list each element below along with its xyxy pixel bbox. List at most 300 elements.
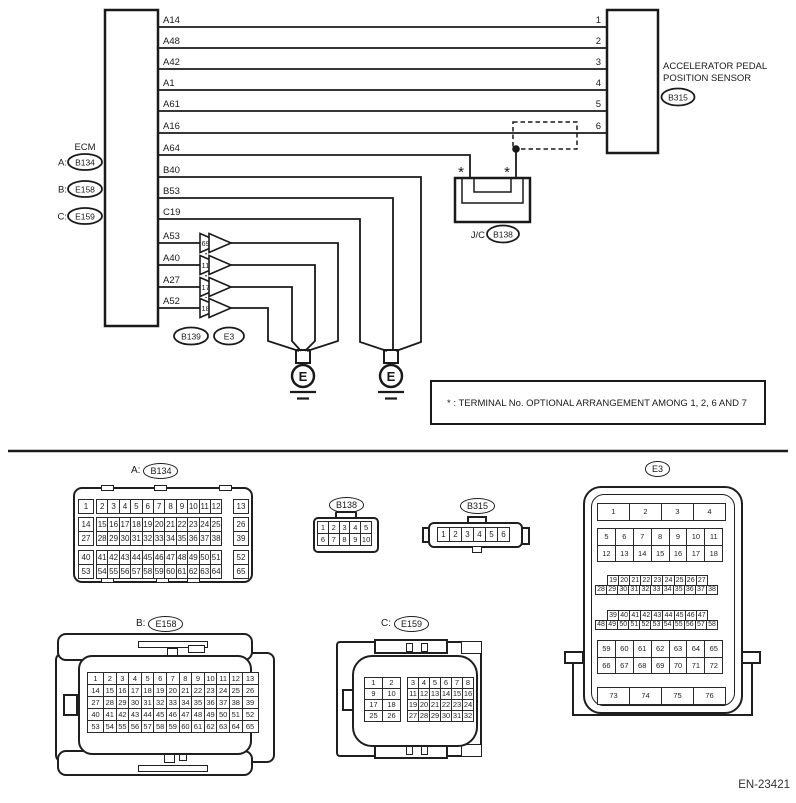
pin-cell: 9 [349, 533, 361, 546]
pin-cell: 26 [233, 517, 249, 532]
e159-lever-tick [406, 643, 413, 652]
pin-cell: 11 [216, 672, 230, 685]
pin-cell: 60 [179, 720, 193, 733]
shield-terminal: 17 [201, 283, 210, 292]
pin-cell: 7 [328, 533, 340, 546]
pin-cell: 3 [116, 672, 130, 685]
connector-id-oval: B134 [143, 463, 178, 479]
pin-cell: 65 [242, 720, 259, 733]
pin-cell: 55 [107, 564, 119, 579]
pin-cell: 20 [618, 575, 630, 586]
pin-cell: 42 [116, 708, 130, 721]
pin-cell: 20 [166, 684, 180, 697]
pin-cell: 12 [419, 689, 429, 699]
sensor-name-line2: POSITION SENSOR [663, 73, 752, 84]
pin-cell: 24 [199, 517, 211, 532]
ecm-connector-id: E159 [75, 211, 95, 222]
e3-pin-group [595, 585, 718, 596]
pin-cell: 43 [128, 708, 142, 721]
pin-cell: 21 [629, 575, 641, 586]
wire-label: A48 [163, 36, 180, 47]
pin-cell: 30 [617, 585, 629, 596]
figure-code: EN-23421 [738, 779, 790, 791]
pin-cell: 21 [179, 684, 193, 697]
pin-cell: 71 [686, 657, 705, 675]
b315-bottom-tab [472, 546, 482, 553]
pin-cell: 29 [107, 531, 119, 546]
pin-cell: 1 [597, 503, 630, 521]
wire-label: A1 [163, 78, 175, 89]
pin-cell: 61 [633, 640, 652, 658]
jc-label: J/C [470, 230, 485, 241]
e3-pin-group [597, 528, 723, 562]
pin-cell: 69 [651, 657, 670, 675]
pin-cell: 14 [87, 684, 104, 697]
pin-cell: 48 [595, 620, 607, 631]
pin-cell: 47 [164, 550, 176, 565]
pin-cell: 24 [216, 684, 230, 697]
pin-row [233, 517, 249, 532]
pin-cell: 23 [651, 575, 663, 586]
pin-cell: 61 [191, 720, 205, 733]
pin-cell: 2 [629, 503, 662, 521]
pin-cell: 25 [364, 710, 383, 722]
pin-cell: 20 [153, 517, 165, 532]
pin-cell: 17 [119, 517, 131, 532]
pin-cell: 14 [633, 545, 652, 563]
pin-cell: 26 [242, 684, 259, 697]
pin-cell: 50 [617, 620, 629, 631]
pin-cell: 38 [210, 531, 222, 546]
sensor-box [607, 10, 658, 153]
b315-pin-group [437, 527, 510, 542]
pin-cell: 46 [153, 550, 165, 565]
shield-terminal: 18 [201, 304, 210, 313]
pin-cell: 16 [116, 684, 130, 697]
pin-cell: 24 [662, 575, 674, 586]
pin-row [597, 528, 723, 546]
wire-label: A40 [163, 253, 180, 264]
pin-cell: 64 [210, 564, 222, 579]
pin-cell: 42 [107, 550, 119, 565]
pin-cell: 10 [187, 499, 199, 514]
asterisk-mark: * [504, 164, 510, 181]
pin-cell: 59 [166, 720, 180, 733]
pin-cell: 54 [103, 720, 117, 733]
pin-cell: 2 [103, 672, 117, 685]
pin-cell: 44 [130, 550, 142, 565]
pin-cell: 31 [452, 711, 462, 721]
pin-cell: 38 [706, 585, 718, 596]
pin-cell: 58 [706, 620, 718, 631]
pin-cell: 12 [597, 545, 616, 563]
pin-cell: 23 [452, 700, 462, 710]
pin-cell: 2 [96, 499, 108, 514]
pin-cell: 60 [615, 640, 634, 658]
pin-row [597, 687, 726, 705]
pin-cell: 5 [485, 527, 498, 542]
pin-cell: 10 [204, 672, 218, 685]
pin-cell: 32 [142, 531, 154, 546]
pin-cell: 70 [669, 657, 688, 675]
pin-cell: 5 [360, 521, 372, 534]
pin-cell: 28 [595, 585, 607, 596]
wire-labels [163, 15, 180, 307]
pin-cell: 46 [166, 708, 180, 721]
pin-cell: 19 [153, 684, 167, 697]
pin-cell: 37 [199, 531, 211, 546]
pin-cell: 27 [696, 575, 708, 586]
pin-row [96, 531, 222, 546]
pin-cell: 21 [430, 700, 440, 710]
pin-row [437, 527, 510, 542]
wire-label: B40 [163, 165, 180, 176]
pin-cell: 65 [704, 640, 723, 658]
pin-cell: 8 [339, 533, 351, 546]
pin-cell: 33 [166, 696, 180, 709]
pin-cell: 52 [233, 550, 249, 565]
pin-cell: 12 [210, 499, 222, 514]
b134-pin-group [78, 499, 94, 514]
b134-notch [219, 485, 232, 491]
pin-cell: 55 [116, 720, 130, 733]
pin-cell: 6 [153, 672, 167, 685]
pin-cell: 54 [662, 620, 674, 631]
pin-cell: 30 [128, 696, 142, 709]
pin-row [78, 499, 94, 514]
pin-row [78, 550, 94, 565]
pin-cell: 19 [607, 575, 619, 586]
ecm-row-prefix: B: [58, 184, 67, 196]
sensor-pin: 4 [595, 78, 601, 89]
pin-cell: 53 [78, 564, 94, 579]
wire-label: A64 [163, 143, 180, 154]
pin-cell: 49 [606, 620, 618, 631]
sensor-pin-numbers [596, 15, 601, 132]
wire-label: A16 [163, 121, 180, 132]
pin-cell: 2 [449, 527, 462, 542]
pin-cell: 57 [695, 620, 707, 631]
pin-row [597, 657, 723, 675]
sensor-id: B315 [668, 92, 688, 103]
pin-cell: 11 [407, 688, 419, 700]
note-text: * : TERMINAL No. OPTIONAL ARRANGEMENT AMONG 1, 2, 6 AND 7 [447, 398, 747, 409]
ecm-connector-id: B134 [75, 157, 95, 168]
b134-pin-group [96, 499, 222, 514]
ground-letter: E [386, 369, 396, 384]
pin-cell: 24 [463, 700, 473, 710]
e158-side-tab [63, 694, 78, 716]
pin-cell: 46 [685, 610, 697, 621]
wire-label: A42 [163, 57, 180, 68]
pin-row [87, 720, 259, 733]
pin-cell: 20 [419, 700, 429, 710]
pin-cell: 34 [179, 696, 193, 709]
pin-cell: 58 [153, 720, 167, 733]
pin-cell: 48 [191, 708, 205, 721]
pin-cell: 13 [430, 689, 440, 699]
pin-cell: 22 [191, 684, 205, 697]
pin-cell: 53 [87, 720, 104, 733]
pin-cell: 4 [349, 521, 361, 534]
pin-cell: 2 [328, 521, 340, 534]
pin-cell: 49 [187, 550, 199, 565]
pin-cell: 37 [695, 585, 707, 596]
e159-lever-tick [406, 746, 413, 755]
pin-cell: 66 [597, 657, 616, 675]
wire-label: A14 [163, 15, 180, 26]
pin-cell: 39 [607, 610, 619, 621]
pin-cell: 18 [141, 684, 155, 697]
pin-cell: 68 [633, 657, 652, 675]
pin-cell: 35 [176, 531, 188, 546]
connector-title-e3 [645, 461, 670, 477]
e159-corner-block [461, 641, 482, 654]
pin-row [595, 585, 718, 596]
e3-pin-group [597, 687, 726, 705]
pin-cell: 59 [597, 640, 616, 658]
junction-connector [455, 122, 577, 222]
sensor-pin: 3 [595, 57, 601, 68]
pin-row [364, 710, 401, 722]
pin-cell: 47 [179, 708, 193, 721]
pin-cell: 25 [674, 575, 686, 586]
pin-cell: 52 [242, 708, 259, 721]
b134-pin-group [78, 517, 94, 546]
pin-cell: 21 [164, 517, 176, 532]
pin-cell: 34 [662, 585, 674, 596]
wire-label: B53 [163, 186, 180, 197]
pin-cell: 3 [461, 527, 474, 542]
pin-cell: 16 [463, 689, 473, 699]
pin-cell: 65 [233, 564, 249, 579]
pin-row [96, 499, 222, 514]
pin-cell: 41 [103, 708, 117, 721]
pin-cell: 49 [204, 708, 218, 721]
pin-cell: 59 [153, 564, 165, 579]
pin-cell: 15 [651, 545, 670, 563]
pin-cell: 16 [107, 517, 119, 532]
pin-cell: 41 [629, 610, 641, 621]
b134-pin-group [96, 550, 222, 579]
pin-cell: 7 [166, 672, 180, 685]
wire-label: A52 [163, 296, 180, 307]
pin-row [78, 531, 94, 546]
pin-cell: 9 [364, 688, 383, 700]
pin-cell: 28 [103, 696, 117, 709]
sensor-pin: 1 [595, 15, 601, 26]
pin-cell: 76 [693, 687, 726, 705]
pin-cell: 23 [204, 684, 218, 697]
pin-cell: 8 [164, 499, 176, 514]
pin-cell: 9 [191, 672, 205, 685]
pin-row [595, 620, 718, 631]
pin-cell: 33 [153, 531, 165, 546]
e159-pin-group [407, 677, 474, 722]
pin-cell: 10 [382, 688, 401, 700]
pin-cell: 5 [429, 677, 441, 689]
ecm-row-prefix: C: [57, 211, 67, 223]
pin-cell: 56 [128, 720, 142, 733]
pin-cell: 28 [96, 531, 108, 546]
pin-cell: 39 [242, 696, 259, 709]
pin-cell: 6 [497, 527, 510, 542]
b134-pin-group [96, 517, 222, 546]
pin-cell: 15 [452, 689, 462, 699]
sensor-wires [158, 27, 607, 133]
pin-cell: 31 [141, 696, 155, 709]
pin-cell: 15 [96, 517, 108, 532]
pin-cell: 36 [684, 585, 696, 596]
pin-cell: 25 [229, 684, 243, 697]
pin-cell: 30 [441, 711, 451, 721]
pin-cell: 28 [419, 711, 429, 721]
pin-cell: 62 [187, 564, 199, 579]
pin-cell: 18 [382, 699, 401, 711]
pin-cell: 48 [176, 550, 188, 565]
pin-cell: 10 [686, 528, 705, 546]
pin-cell: 8 [179, 672, 193, 685]
pin-cell: 40 [618, 610, 630, 621]
pin-row [96, 564, 222, 579]
ecm-label: ECM [74, 142, 96, 153]
ecm-connector-id: E158 [75, 184, 95, 195]
pin-cell: 32 [153, 696, 167, 709]
pin-cell: 39 [233, 531, 249, 546]
ecm-row-prefix: A: [58, 157, 67, 169]
pin-cell: 54 [96, 564, 108, 579]
pin-row [96, 550, 222, 565]
pin-row [78, 564, 94, 579]
asterisk-mark: * [458, 164, 464, 181]
pin-cell: 47 [696, 610, 708, 621]
pin-cell: 41 [96, 550, 108, 565]
pin-cell: 6 [440, 677, 452, 689]
pin-row [597, 503, 726, 521]
pin-cell: 51 [229, 708, 243, 721]
pin-cell: 40 [78, 550, 94, 565]
pin-cell: 17 [686, 545, 705, 563]
pin-cell: 75 [661, 687, 694, 705]
pin-cell: 60 [164, 564, 176, 579]
pin-cell: 5 [130, 499, 142, 514]
pin-cell: 26 [685, 575, 697, 586]
pin-cell: 45 [153, 708, 167, 721]
pin-cell: 29 [606, 585, 618, 596]
connector-id-oval: B138 [329, 497, 364, 513]
pin-cell: 62 [651, 640, 670, 658]
pin-cell: 30 [119, 531, 131, 546]
pin-cell: 63 [199, 564, 211, 579]
shield-terminal: 11 [201, 261, 210, 270]
ecm-box [105, 10, 158, 326]
sensor-pin: 5 [595, 99, 601, 110]
pin-cell: 37 [216, 696, 230, 709]
pin-cell: 58 [142, 564, 154, 579]
optional-route-dashed-box [513, 122, 577, 149]
e3-housing-inner [591, 494, 735, 706]
e158-pin-group [87, 672, 259, 733]
pin-cell: 63 [216, 720, 230, 733]
e3-pin-group [597, 503, 726, 521]
pin-cell: 62 [204, 720, 218, 733]
pin-cell: 2 [382, 677, 401, 689]
pin-cell: 22 [640, 575, 652, 586]
inline-connector-id: B139 [181, 331, 201, 342]
pin-cell: 61 [176, 564, 188, 579]
pin-cell: 51 [628, 620, 640, 631]
pin-cell: 27 [408, 711, 418, 721]
pin-cell: 57 [141, 720, 155, 733]
pin-cell: 34 [164, 531, 176, 546]
b134-pin-group [233, 550, 249, 579]
pin-cell: 7 [633, 528, 652, 546]
pin-cell: 11 [704, 528, 723, 546]
connector-id-oval: B315 [460, 498, 495, 514]
pin-cell: 17 [364, 699, 383, 711]
pin-cell: 15 [103, 684, 117, 697]
pin-cell: 73 [597, 687, 630, 705]
pin-cell: 17 [128, 684, 142, 697]
pin-cell: 13 [615, 545, 634, 563]
pin-cell: 63 [669, 640, 688, 658]
pin-cell: 32 [463, 711, 473, 721]
pin-cell: 1 [317, 521, 329, 534]
pin-cell: 4 [119, 499, 131, 514]
pin-cell: 3 [407, 677, 419, 689]
pin-cell: 3 [661, 503, 694, 521]
pin-cell: 36 [204, 696, 218, 709]
e3-pin-group [595, 620, 718, 631]
pin-cell: 57 [130, 564, 142, 579]
pin-cell: 10 [360, 533, 372, 546]
connector-title-b315 [460, 498, 495, 514]
pin-cell: 35 [673, 585, 685, 596]
e159-lever-tick [421, 746, 428, 755]
pin-cell: 14 [441, 689, 451, 699]
pin-cell: 3 [339, 521, 351, 534]
pin-cell: 13 [233, 499, 249, 514]
pin-cell: 31 [628, 585, 640, 596]
pin-cell: 35 [191, 696, 205, 709]
pin-cell: 26 [382, 710, 401, 722]
b134-notch [154, 485, 167, 491]
pin-cell: 22 [441, 700, 451, 710]
pin-cell: 13 [242, 672, 259, 685]
pin-cell: 14 [78, 517, 94, 532]
jc-id: B138 [493, 229, 513, 240]
pin-cell: 8 [462, 677, 474, 689]
pin-cell: 40 [87, 708, 104, 721]
pin-cell: 9 [669, 528, 688, 546]
pin-cell: 22 [176, 517, 188, 532]
pin-cell: 67 [615, 657, 634, 675]
pin-cell: 52 [639, 620, 651, 631]
pin-cell: 56 [684, 620, 696, 631]
pin-cell: 6 [615, 528, 634, 546]
pin-cell: 72 [704, 657, 723, 675]
pin-cell: 4 [473, 527, 486, 542]
shield-terminal: 69 [201, 239, 210, 248]
pin-cell: 1 [437, 527, 450, 542]
pin-cell: 25 [210, 517, 222, 532]
wire-label: A27 [163, 275, 180, 286]
pin-cell: 42 [640, 610, 652, 621]
pin-cell: 50 [199, 550, 211, 565]
pin-row [597, 545, 723, 563]
pin-cell: 29 [116, 696, 130, 709]
pin-cell: 56 [119, 564, 131, 579]
